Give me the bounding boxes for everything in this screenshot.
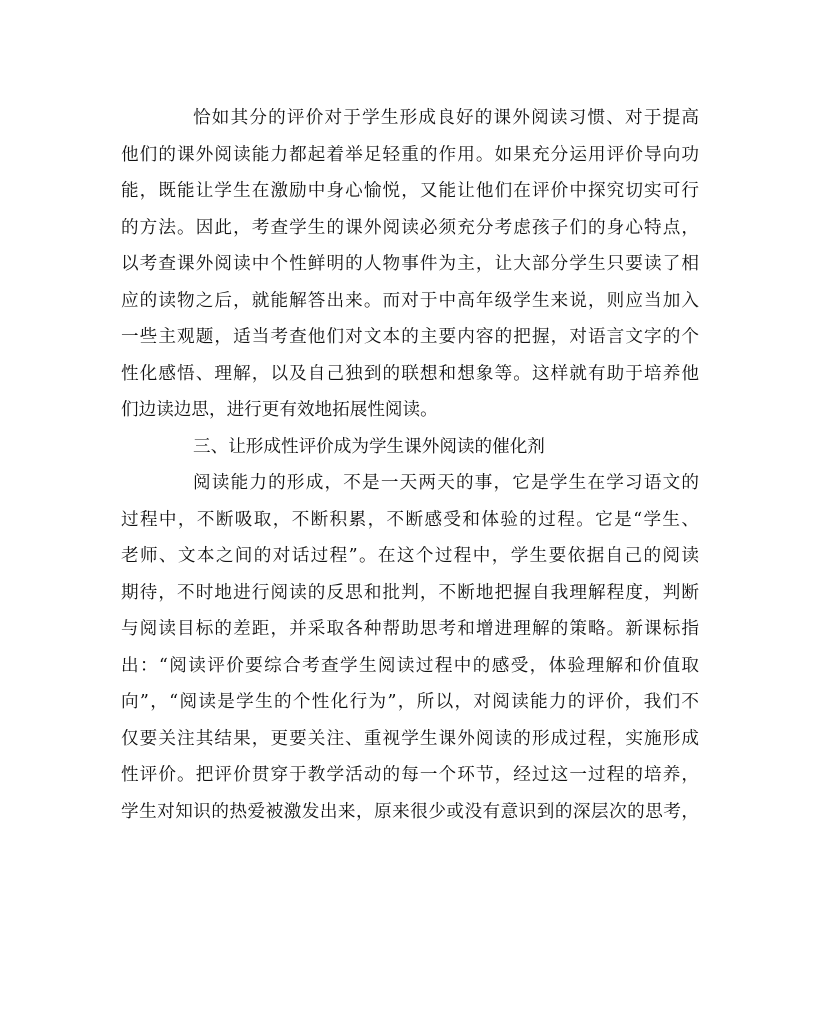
paragraph-2-line: 老师、文本之间的对话过程”。在这个过程中，学生要依据自己的阅读 — [121, 546, 699, 566]
paragraph-2-line: 出：“阅读评价要综合考查学生阅读过程中的感受，体验理解和价值取 — [121, 655, 699, 676]
paragraph-1-line: 性化感悟、理解，以及自己独到的联想和想象等。这样就有助于培养他 — [121, 363, 699, 384]
document-body — [121, 100, 699, 830]
paragraph-2-line: 与阅读目标的差距，并采取各种帮助思考和增进理解的策略。新课标指 — [121, 619, 699, 639]
section-heading: 三、让形成性评价成为学生课外阅读的催化剂 — [193, 436, 545, 457]
paragraph-2-line: 过程中，不断吸取，不断积累，不断感受和体验的过程。它是“学生、 — [121, 509, 699, 530]
paragraph-1-line: 能，既能让学生在激励中身心愉悦，又能让他们在评价中探究切实可行 — [121, 181, 699, 201]
paragraph-2-line: 期待，不时地进行阅读的反思和批判，不断地把握自我理解程度，判断 — [121, 582, 699, 603]
paragraph-2-line: 阅读能力的形成，不是一天两天的事，它是学生在学习语文的 — [193, 473, 699, 493]
paragraph-1-line: 恰如其分的评价对于学生形成良好的课外阅读习惯、对于提高 — [193, 108, 699, 128]
paragraph-1-line: 以考查课外阅读中个性鲜明的人物事件为主，让大部分学生只要读了相 — [121, 254, 699, 274]
paragraph-2-line: 性评价。把评价贯穿于教学活动的每一个环节，经过这一过程的培养， — [121, 765, 699, 785]
paragraph-1-line: 一些主观题，适当考查他们对文本的主要内容的把握，对语言文字的个 — [121, 327, 699, 347]
paragraph-1-line: 应的读物之后，就能解答出来。而对于中高年级学生来说，则应当加入 — [121, 290, 699, 311]
paragraph-2-line: 学生对知识的热爱被激发出来，原来很少或没有意识到的深层次的思考， — [121, 801, 699, 822]
paragraph-1-line: 们边读边思，进行更有效地拓展性阅读。 — [121, 400, 438, 420]
paragraph-1-line: 的方法。因此，考查学生的课外阅读必须充分考虑孩子们的身心特点， — [121, 217, 699, 238]
paragraph-2-line: 向”，“阅读是学生的个性化行为”，所以，对阅读能力的评价，我们不 — [121, 692, 699, 712]
paragraph-1-line: 他们的课外阅读能力都起着举足轻重的作用。如果充分运用评价导向功 — [121, 144, 699, 165]
paragraph-2-line: 仅要关注其结果，更要关注、重视学生课外阅读的形成过程，实施形成 — [121, 728, 699, 749]
